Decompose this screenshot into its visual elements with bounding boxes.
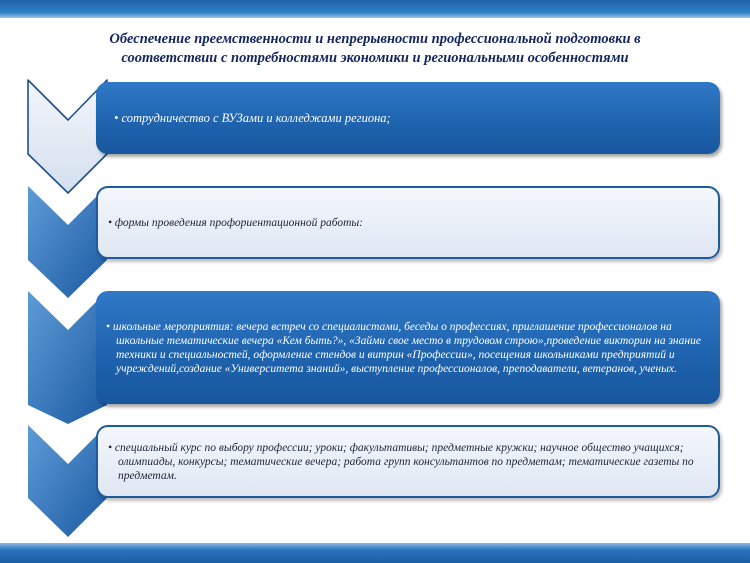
step-text-2: • формы проведения профориентационной работы: xyxy=(108,216,363,229)
step-box-3 xyxy=(96,291,720,404)
step-text-3: • школьные мероприятия: вечера встреч со специалистами, беседы о профессиях, приглашение профессионалов на школьные тематические вечера «Кем быть?», «Займи свое место в трудовом строю»,проведение викторин на знание техники и специальностей, оформление стендов и витрин «Профессии», посещения школьниками предприятий и учреждений,создание «Университета знаний», выступление профессионалов, преподаватели, ветеранов, ученых. xyxy=(106,320,701,375)
page-title-line-2: соответствии с потребностями экономики и региональными особенностями xyxy=(121,50,629,66)
step-box-4 xyxy=(96,425,720,498)
step-text-1: • сотрудничество с ВУЗами и колледжами региона; xyxy=(114,111,391,125)
page-title-line-1: Обеспечение преемственности и непрерывности профессиональной подготовки в xyxy=(109,31,641,47)
step-box-1 xyxy=(96,82,720,154)
step-box-2 xyxy=(96,186,720,259)
step-text-4: • специальный курс по выбору профессии; уроки; факультативы; предметные кружки; научное общество учащихся; олимпиады, конкурсы; тематические вечера; работа групп консультантов по предметам; тематические газеты по предметам. xyxy=(108,441,694,482)
bottom-decor-band xyxy=(0,543,750,563)
